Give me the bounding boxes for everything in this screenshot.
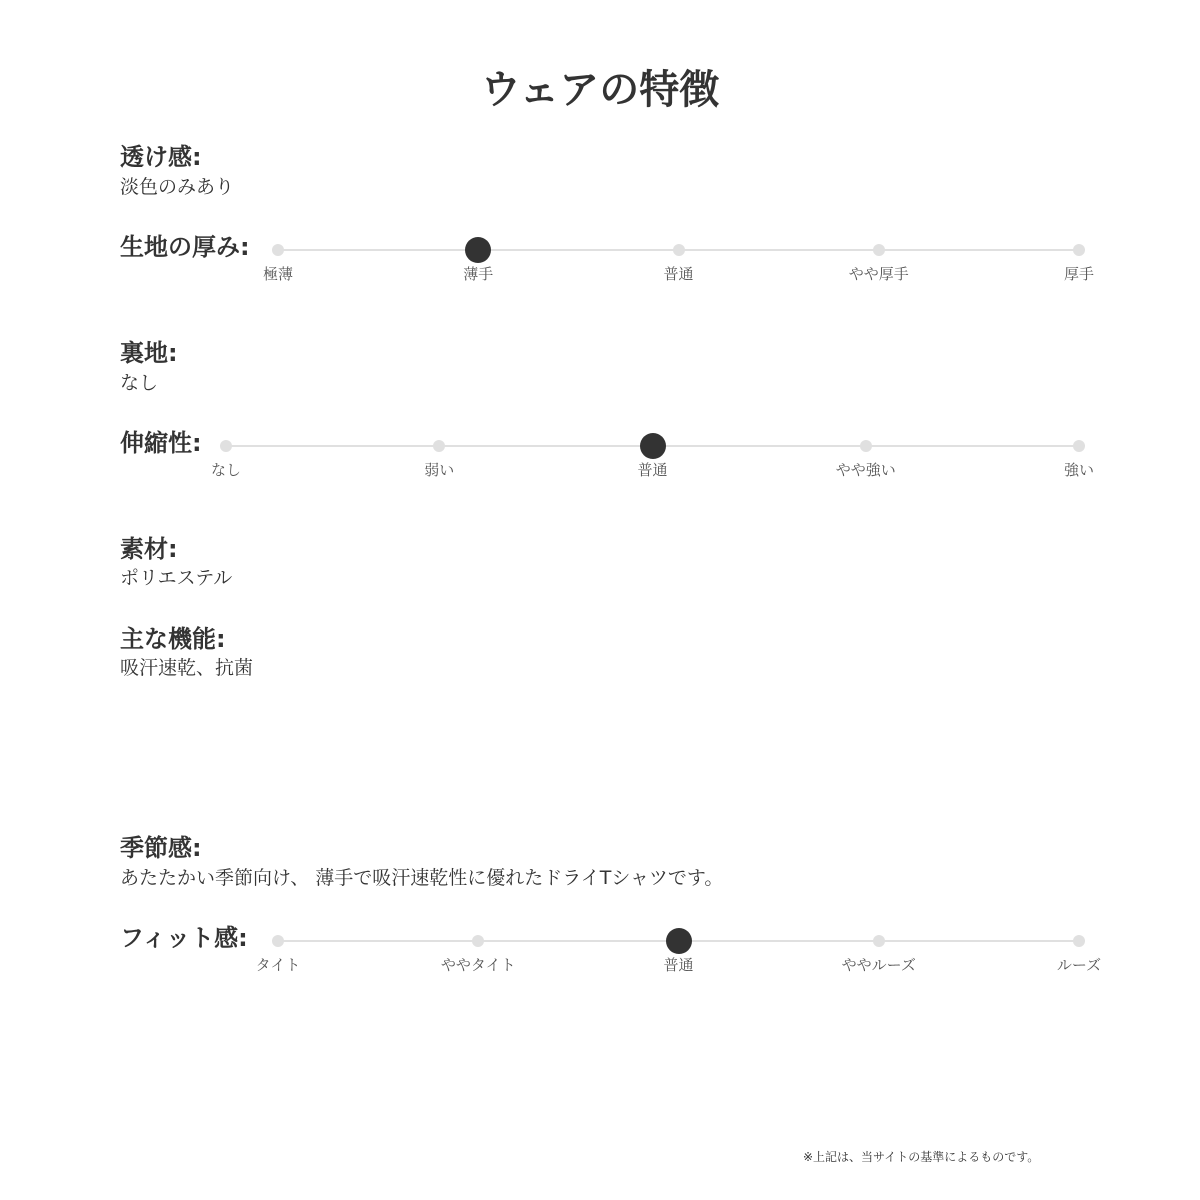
- thickness-option-label: やや厚手: [848, 265, 909, 283]
- fit-option-label: ルーズ: [1056, 956, 1102, 974]
- stretch-dot[interactable]: [220, 440, 232, 452]
- fit-option-label: 普通: [663, 956, 694, 974]
- fit-label: フィット感:: [120, 924, 248, 952]
- thickness-dot[interactable]: [1073, 244, 1085, 256]
- thickness-scale: [0, 250, 1200, 300]
- functions-label: 主な機能:: [120, 625, 226, 653]
- fit-dot[interactable]: [873, 935, 885, 947]
- stretch-dot[interactable]: [640, 433, 666, 459]
- fit-dot[interactable]: [272, 935, 284, 947]
- stretch-dot[interactable]: [1073, 440, 1085, 452]
- thickness-option-label: 薄手: [463, 265, 494, 283]
- stretch-dot[interactable]: [433, 440, 445, 452]
- material-label: 素材:: [120, 535, 178, 563]
- page-title: ウェアの特徴: [480, 67, 720, 113]
- functions-value: 吸汗速乾、抗菌: [120, 657, 254, 679]
- fit-option-label: ややルーズ: [841, 956, 916, 974]
- thickness-option-label: 普通: [663, 265, 694, 283]
- season-value: あたたかい季節向け、 薄手で吸汗速乾性に優れたドライTシャツです。: [120, 867, 724, 889]
- thickness-dot[interactable]: [873, 244, 885, 256]
- thickness-dot[interactable]: [673, 244, 685, 256]
- fit-dot[interactable]: [666, 928, 692, 954]
- lining-label: 裏地:: [120, 339, 178, 367]
- fit-scale: [0, 941, 1200, 991]
- stretch-label: 伸縮性:: [120, 429, 202, 457]
- stretch-option-label: 普通: [637, 461, 668, 479]
- material-value: ポリエステル: [120, 567, 233, 589]
- fit-option-label: ややタイト: [440, 956, 516, 974]
- season-label: 季節感:: [120, 834, 202, 862]
- footnote: ※上記は、当サイトの基準によるものです。: [803, 1150, 1040, 1164]
- lining-value: なし: [120, 372, 159, 394]
- stretch-option-label: なし: [210, 461, 241, 479]
- stretch-option-label: 弱い: [424, 461, 455, 479]
- fit-dot[interactable]: [472, 935, 484, 947]
- fit-option-label: タイト: [255, 956, 301, 974]
- fit-dot[interactable]: [1073, 935, 1085, 947]
- transparency-label: 透け感:: [120, 143, 202, 171]
- thickness-dot[interactable]: [465, 237, 491, 263]
- stretch-option-label: 強い: [1063, 461, 1094, 479]
- thickness-option-label: 極薄: [262, 265, 293, 283]
- stretch-option-label: やや強い: [835, 461, 896, 479]
- stretch-dot[interactable]: [860, 440, 872, 452]
- thickness-option-label: 厚手: [1063, 265, 1094, 283]
- transparency-value: 淡色のみあり: [120, 176, 235, 198]
- stretch-scale: [0, 446, 1200, 496]
- thickness-dot[interactable]: [272, 244, 284, 256]
- thickness-label: 生地の厚み:: [120, 233, 250, 261]
